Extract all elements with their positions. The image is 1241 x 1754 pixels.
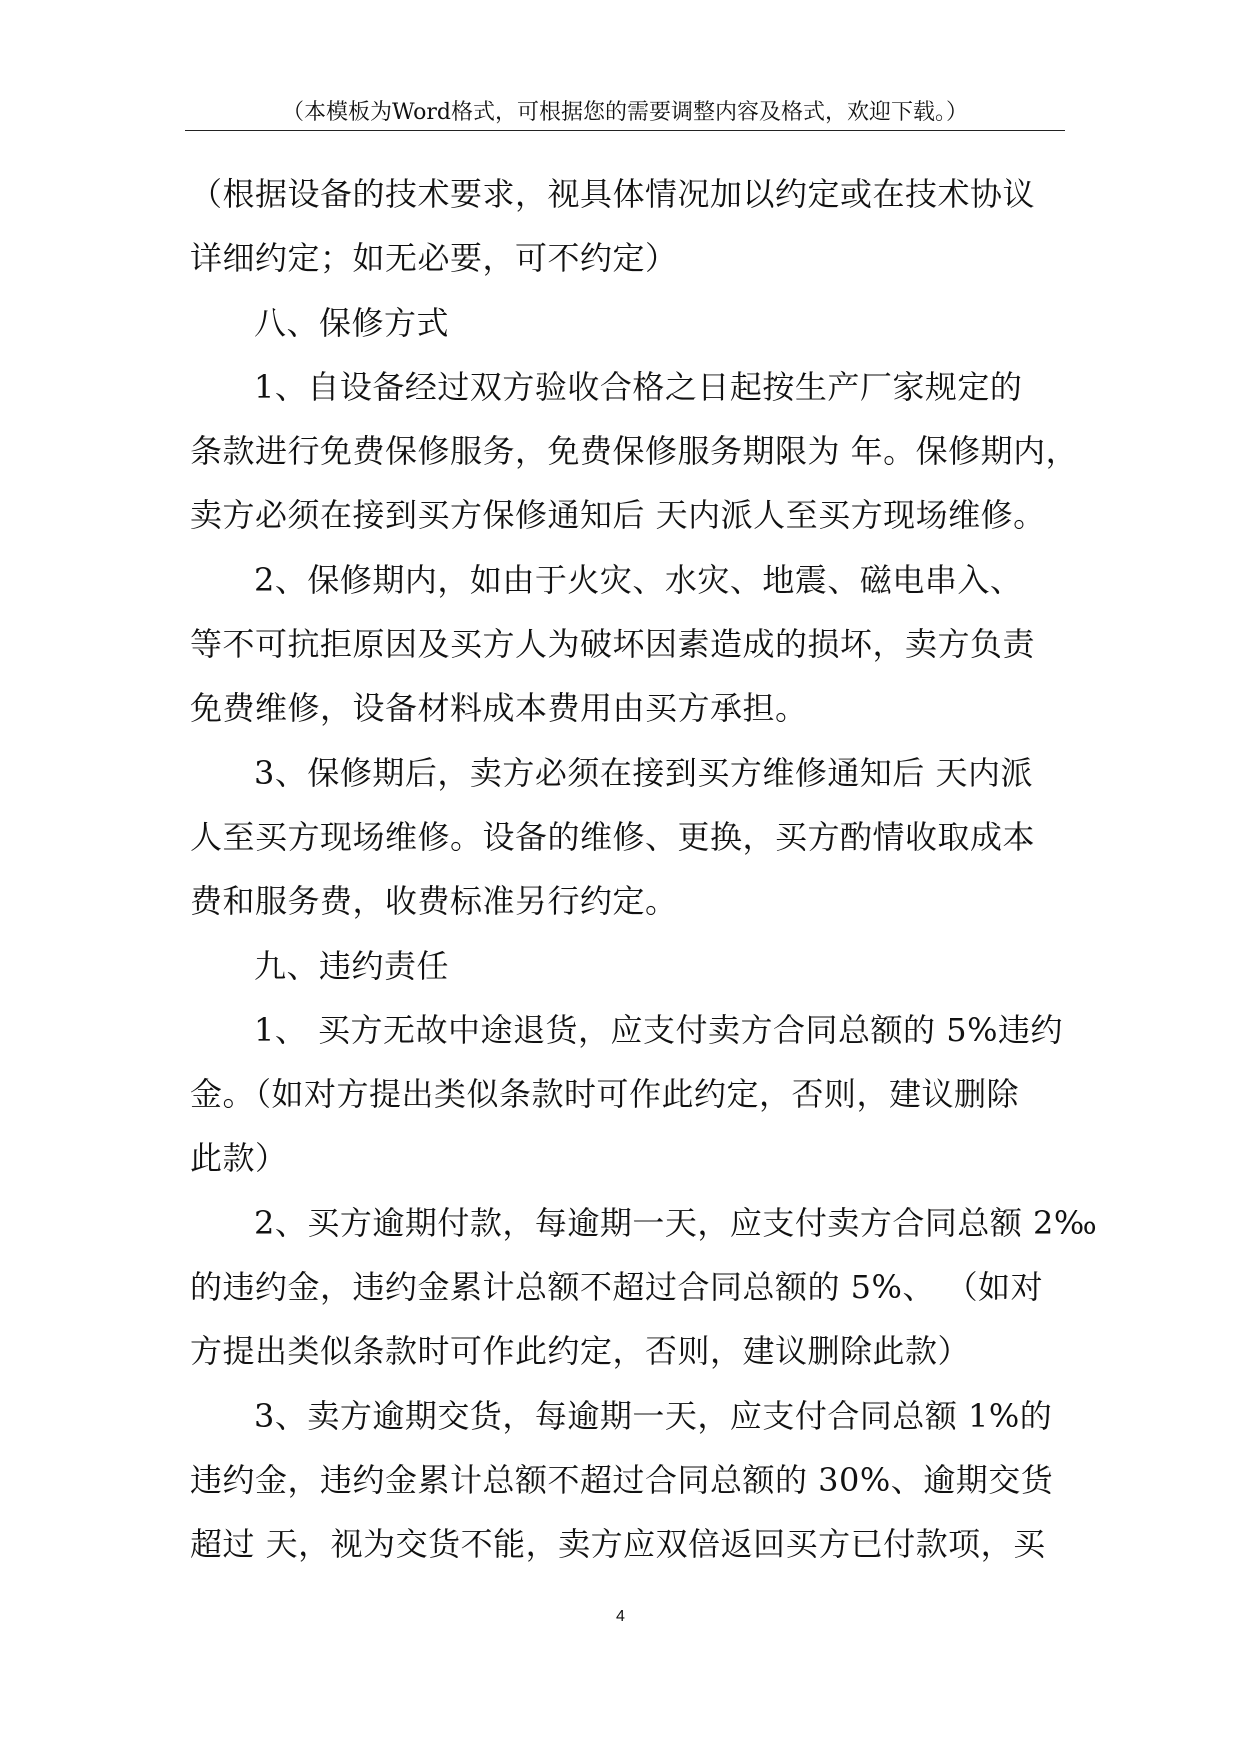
text-line: 2、买方逾期付款，每逾期一天，应支付卖方合同总额 2‰ (254, 1203, 1098, 1242)
text-line: 方提出类似条款时可作此约定，否则，建议删除此款） (190, 1332, 971, 1371)
text-line: 超过 天，视为交货不能，卖方应双倍返回买方已付款项，买 (190, 1525, 1046, 1564)
text-line: 费和服务费，收费标准另行约定。 (190, 882, 678, 921)
text-line: 的违约金，违约金累计总额不超过合同总额的 5%、 （如对 (190, 1268, 1044, 1307)
text-line: 3、保修期后，卖方必须在接到买方维修通知后 天内派 (254, 753, 1034, 792)
section-heading-warranty: 八、保修方式 (254, 303, 450, 342)
header-divider (185, 130, 1065, 131)
text-line: 卖方必须在接到买方保修通知后 天内派人至买方现场维修。 (190, 496, 1046, 535)
text-line: 金。（如对方提出类似条款时可作此约定，否则，建议删除 (190, 1075, 1020, 1114)
text-line: 等不可抗拒原因及买方人为破坏因素造成的损坏，卖方负责 (190, 625, 1036, 664)
text-line: 人至买方现场维修。设备的维修、更换，买方酌情收取成本 (190, 817, 1036, 856)
text-line: 3、卖方逾期交货，每逾期一天，应支付合同总额 1%的 (254, 1396, 1053, 1435)
text-line: 免费维修，设备材料成本费用由买方承担。 (190, 689, 808, 728)
text-line: （根据设备的技术要求，视具体情况加以约定或在技术协议 (190, 175, 1036, 213)
header-note: （本模板为Word格式，可根据您的需要调整内容及格式，欢迎下载。） (282, 100, 968, 125)
text-line: 条款进行免费保修服务，免费保修服务期限为 年。保修期内， (190, 432, 1079, 471)
text-line: 此款） (190, 1139, 288, 1178)
section-heading-liability: 九、违约责任 (254, 946, 450, 985)
text-line: 2、保修期内，如由于火灾、水灾、地震、磁电串入、 (254, 560, 1023, 599)
body-text (190, 162, 1098, 1577)
text-line: 详细约定；如无必要，可不约定） (190, 239, 678, 278)
text-line: 1、 买方无故中途退货，应支付卖方合同总额的 5%违约 (254, 1010, 1063, 1049)
text-line: 违约金，违约金累计总额不超过合同总额的 30%、逾期交货 (190, 1460, 1054, 1499)
text-line: 1、自设备经过双方验收合格之日起按生产厂家规定的 (254, 367, 1023, 406)
page-number: 4 (616, 1608, 625, 1625)
